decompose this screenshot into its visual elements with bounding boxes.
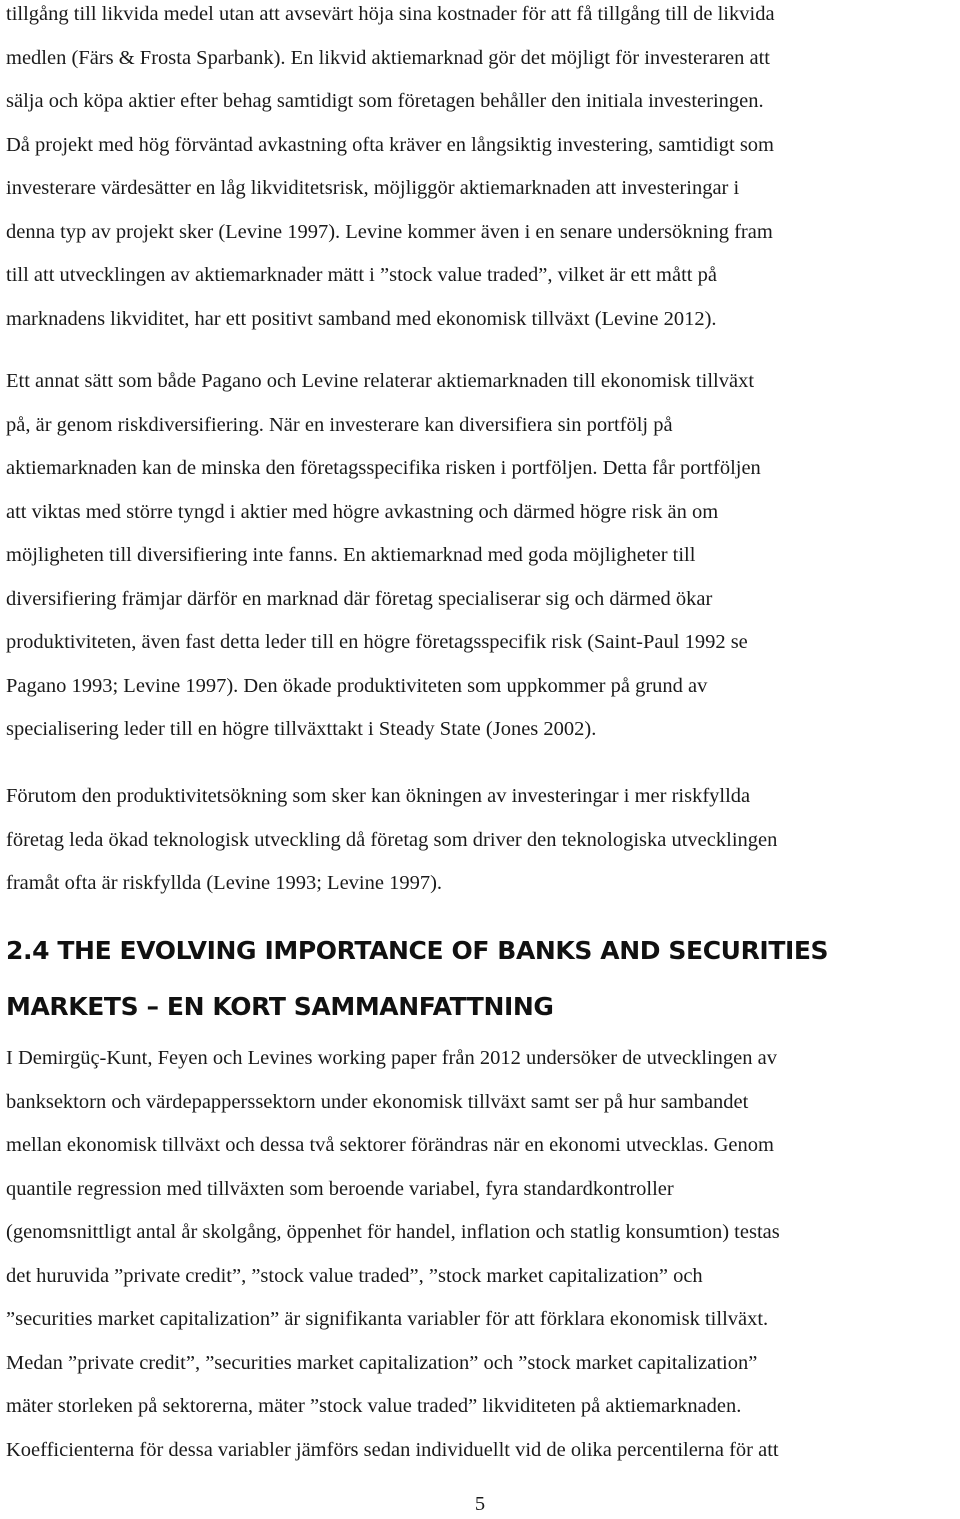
text-line: produktiviteten, även fast detta leder till en högre företagsspecifik risk (Saint-Paul 1992 se xyxy=(6,631,748,653)
text-line: Pagano 1993; Levine 1997). Den ökade produktiviteten som uppkommer på grund av xyxy=(6,674,708,697)
text-line: banksektorn och värdepapperssektorn under ekonomisk tillväxt samt ser på hur sambandet xyxy=(6,1090,749,1113)
text-line: mäter storleken på sektorerna, mäter ”stock value traded” likviditeten på aktiemarknaden. xyxy=(6,1395,742,1417)
text-line: Då projekt med hög förväntad avkastning ofta kräver en långsiktig investering, samtidigt som xyxy=(6,133,774,156)
text-line: denna typ av projekt sker (Levine 1997). Levine kommer även i en senare undersökning fram xyxy=(6,220,773,243)
heading-line: 2.4 THE EVOLVING IMPORTANCE OF BANKS AND SECURITIES xyxy=(6,936,829,965)
text-line: specialisering leder till en högre tillväxttakt i Steady State (Jones 2002). xyxy=(6,718,597,740)
text-line: mellan ekonomisk tillväxt och dessa två sektorer förändras när en ekonomi utvecklas. Genom xyxy=(6,1134,774,1156)
paragraph-1 xyxy=(6,0,960,341)
text-line: tillgång till likvida medel utan att avsevärt höja sina kostnader för att få tillgång till de likvida xyxy=(6,3,775,25)
text-line: det huruvida ”private credit”, ”stock value traded”, ”stock market capitalization” och xyxy=(6,1264,703,1287)
text-line: på, är genom riskdiversifiering. När en investerare kan diversifiera sin portfölj på xyxy=(6,413,673,436)
text-line: framåt ofta är riskfyllda (Levine 1993; Levine 1997). xyxy=(6,872,443,894)
text-line: Medan ”private credit”, ”securities market capitalization” och ”stock market capitalization” xyxy=(6,1351,758,1374)
page-number: 5 xyxy=(474,1493,486,1515)
text-line: att viktas med större tyngd i aktier med högre avkastning och därmed högre risk än om xyxy=(6,500,719,523)
text-line: I Demirgüç-Kunt, Feyen och Levines working paper från 2012 undersöker de utvecklingen av xyxy=(6,1047,777,1069)
section-heading xyxy=(6,923,960,1035)
text-line: till att utvecklingen av aktiemarknader mätt i ”stock value traded”, vilket är ett mått på xyxy=(6,264,717,286)
text-line: (genomsnittligt antal år skolgång, öppenhet för handel, inflation och statlig konsumtion) testas xyxy=(6,1221,780,1243)
text-line: företag leda ökad teknologisk utveckling då företag som driver den teknologiska utvecklingen xyxy=(6,828,778,851)
text-line: investerare värdesätter en låg likviditetsrisk, möjliggör aktiemarknaden att investeringar i xyxy=(6,177,740,199)
text-line: ”securities market capitalization” är signifikanta variabler för att förklara ekonomisk tillväxt. xyxy=(6,1308,769,1330)
text-line: diversifiering främjar därför en marknad där företag specialiserar sig och därmed ökar xyxy=(6,587,713,610)
text-line: quantile regression med tillväxten som beroende variabel, fyra standardkontroller xyxy=(6,1177,674,1200)
text-line: Ett annat sätt som både Pagano och Levine relaterar aktiemarknaden till ekonomisk tillväxt xyxy=(6,370,755,392)
paragraph-3 xyxy=(6,775,960,906)
text-line: aktiemarknaden kan de minska den företagsspecifika risken i portföljen. Detta får portföljen xyxy=(6,457,761,479)
text-line: marknadens likviditet, har ett positivt samband med ekonomisk tillväxt (Levine 2012). xyxy=(6,307,717,330)
text-line: medlen (Färs & Frosta Sparbank). En likvid aktiemarknad gör det möjligt för investeraren att xyxy=(6,46,770,69)
paragraph-4 xyxy=(6,1037,960,1472)
text-line: möjligheten till diversifiering inte fanns. En aktiemarknad med goda möjligheter till xyxy=(6,544,696,566)
text-line: sälja och köpa aktier efter behag samtidigt som företagen behåller den initiala investeringen. xyxy=(6,90,764,112)
text-line: Förutom den produktivitetsökning som sker kan ökningen av investeringar i mer riskfyllda xyxy=(6,785,751,807)
paragraph-2 xyxy=(6,360,960,752)
text-line: Koefficienterna för dessa variabler jämförs sedan individuellt vid de olika percentilerna för att xyxy=(6,1438,779,1461)
heading-line: MARKETS – EN KORT SAMMANFATTNING xyxy=(6,992,554,1021)
